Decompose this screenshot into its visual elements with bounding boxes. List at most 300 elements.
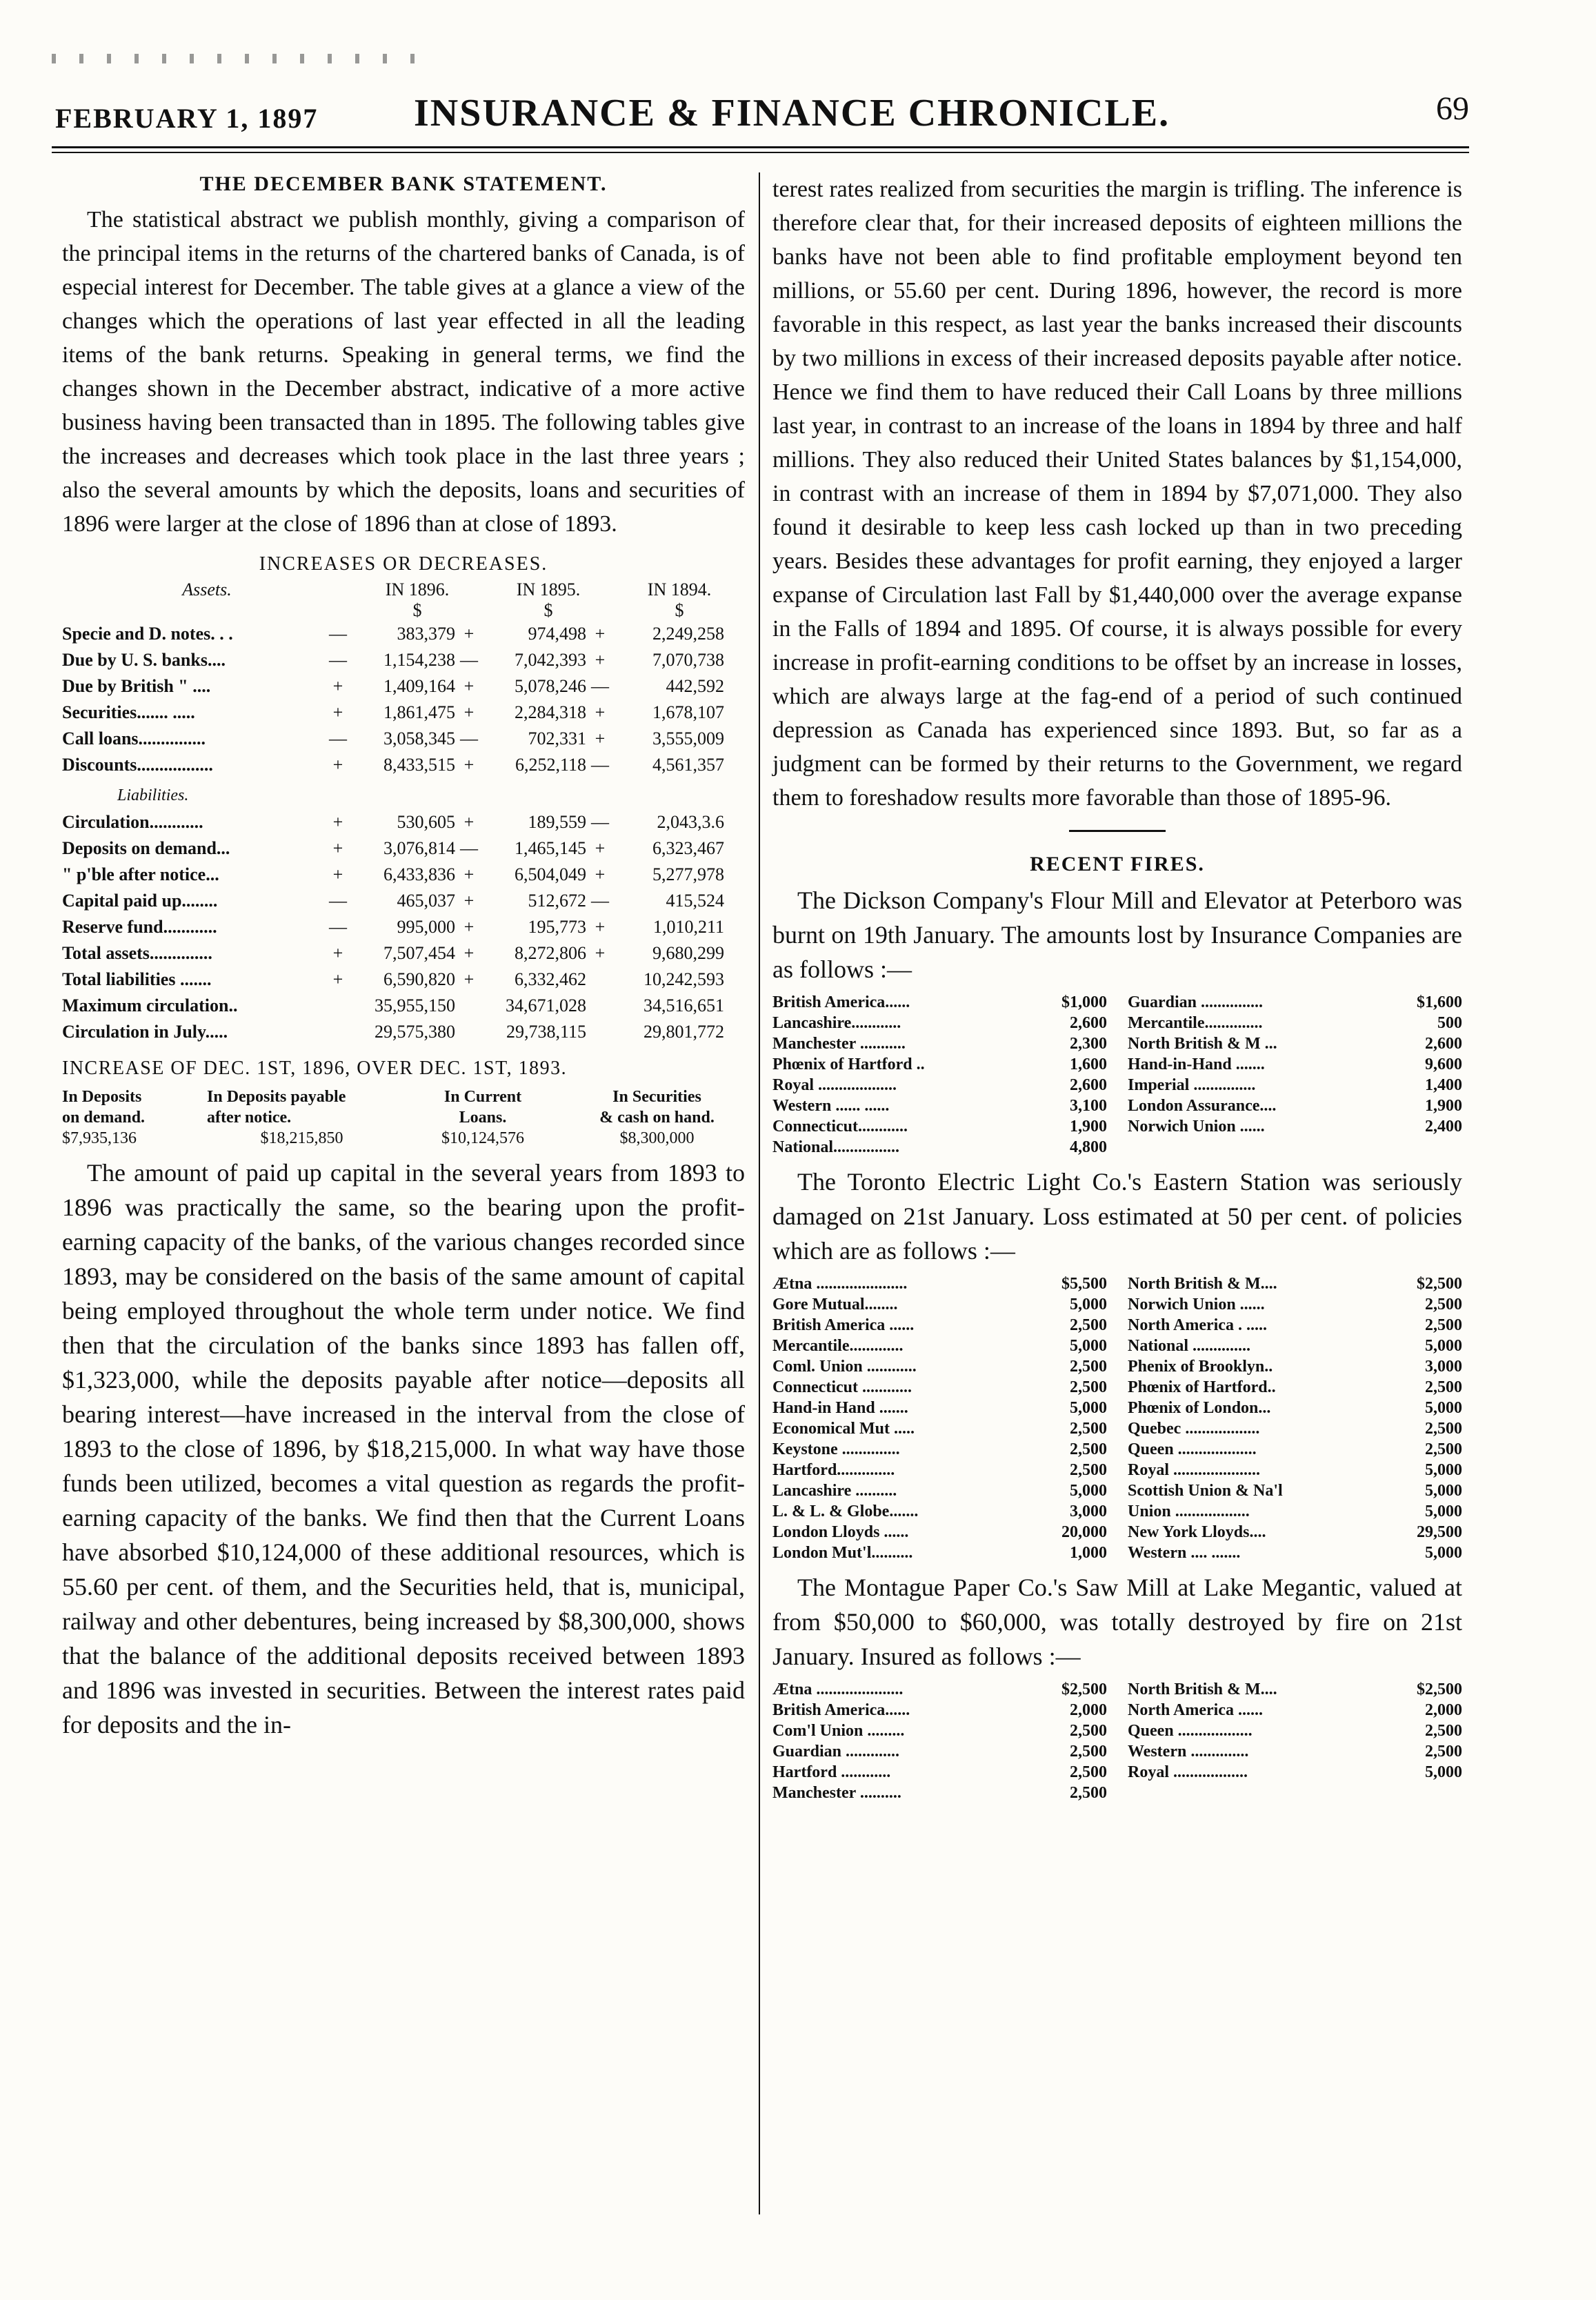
insurer-entry bbox=[772, 1033, 1107, 1054]
insurer-entry bbox=[772, 1273, 1107, 1294]
insurer-entry bbox=[1128, 1700, 1462, 1721]
table-row bbox=[62, 673, 745, 700]
value-1894: 2,043,3.6 bbox=[657, 812, 724, 832]
increases-table-title: INCREASES OR DECREASES. bbox=[259, 553, 548, 575]
loss-amount: $1,600 bbox=[1417, 993, 1462, 1011]
loss-amount: 5,000 bbox=[1070, 1482, 1107, 1500]
loss-amount: $2,500 bbox=[1417, 1275, 1462, 1293]
table-row bbox=[62, 966, 745, 993]
value-1896: 530,605 bbox=[397, 812, 455, 832]
insurer-name: Lancashire .......... bbox=[772, 1482, 897, 1500]
insurer-name: Norwich Union ...... bbox=[1128, 1296, 1265, 1313]
loss-amount: 9,600 bbox=[1425, 1055, 1462, 1073]
insurer-name: Ætna ...................... bbox=[772, 1275, 908, 1293]
value-1896: 6,433,836 bbox=[383, 864, 455, 884]
insurer-entry bbox=[1128, 1096, 1462, 1116]
issue-date: FEBRUARY 1, 1897 bbox=[55, 103, 319, 134]
table-row bbox=[62, 993, 745, 1019]
insurer-entry bbox=[772, 1721, 1107, 1741]
value-1894: 4,561,357 bbox=[652, 755, 724, 775]
insurer-entry bbox=[1128, 1315, 1462, 1336]
loss-amount: 29,500 bbox=[1417, 1523, 1462, 1541]
insurer-name: National .............. bbox=[1128, 1337, 1251, 1355]
insurer-name: Hand-in Hand ....... bbox=[772, 1399, 908, 1417]
row-label: Securities....... ..... bbox=[62, 702, 195, 722]
insurer-name: Queen .................. bbox=[1128, 1722, 1253, 1740]
table-row bbox=[62, 862, 745, 888]
insurer-name: Phœnix of London... bbox=[1128, 1399, 1271, 1417]
scan-artifact-marks bbox=[52, 54, 438, 63]
insurer-name: Phœnix of Hartford.. bbox=[1128, 1378, 1276, 1396]
row-sign: — bbox=[591, 676, 609, 696]
value-1895: 7,042,393 bbox=[515, 650, 586, 670]
loss-amount: 2,500 bbox=[1070, 1316, 1107, 1334]
loss-amount: 3,000 bbox=[1425, 1358, 1462, 1376]
insurer-name: Com'l Union ......... bbox=[772, 1722, 905, 1740]
insurer-name: Hand-in-Hand ....... bbox=[1128, 1055, 1265, 1073]
row-label: Circulation............ bbox=[62, 812, 203, 832]
insurer-name: Queen ................... bbox=[1128, 1440, 1257, 1458]
value-1896: 29,575,380 bbox=[375, 1022, 455, 1042]
col-header-1895: IN 1895. bbox=[516, 579, 581, 599]
loss-amount: 3,000 bbox=[1070, 1503, 1107, 1520]
row-sign: — bbox=[329, 891, 347, 911]
row-sign: + bbox=[595, 917, 606, 937]
row-sign: + bbox=[463, 969, 475, 989]
row-label: Maximum circulation.. bbox=[62, 995, 238, 1015]
insurer-name: Manchester .......... bbox=[772, 1784, 901, 1802]
increases-table-header bbox=[62, 579, 745, 600]
row-sign: — bbox=[329, 624, 347, 644]
row-sign: + bbox=[332, 702, 343, 722]
insurer-name: Scottish Union & Na'l bbox=[1128, 1482, 1283, 1500]
loss-amount: 1,900 bbox=[1425, 1097, 1462, 1115]
insurer-name: Connecticut............ bbox=[772, 1118, 908, 1136]
insurer-entry bbox=[1128, 1075, 1462, 1096]
increase-header: In Deposits payable after notice. bbox=[207, 1088, 346, 1127]
value-1895: 8,272,806 bbox=[515, 943, 586, 963]
loss-amount: 5,000 bbox=[1425, 1399, 1462, 1417]
loss-amount: 5,000 bbox=[1070, 1296, 1107, 1313]
value-1896: 8,433,515 bbox=[383, 755, 455, 775]
increase-value: $8,300,000 bbox=[619, 1129, 695, 1147]
loss-amount: 3,100 bbox=[1070, 1097, 1107, 1115]
fire-montague-list bbox=[772, 1679, 1462, 1803]
value-1895: 29,738,115 bbox=[506, 1022, 586, 1042]
row-sign: — bbox=[591, 891, 609, 911]
row-sign: + bbox=[595, 864, 606, 884]
insurer-entry bbox=[772, 1522, 1107, 1543]
left-column bbox=[62, 172, 745, 1742]
bank-statement-body-left: The amount of paid up capital in the several years from 1893 to 1896 was practically the same, so the bearing upon the profit-earning capacity of the banks, of the various changes recorded since 1893, may be considered on the basis of the same amount of capital being employed throughout the whole term under notice. We find then that the circulation of the banks since 1893 has fallen off, $1,323,000, while the deposits payable after notice—deposits all bearing interest—have increased in the interval from the close of 1893 to the close of 1896, by $18,215,000. In what way have those funds been utilized, becomes a vital question as regards the profit-earning capacity of the banks. We find then that the Current Loans have absorbed $10,124,000 of these additional resources, which is 55.60 per cent. of them, and the Securities held, that is, municipal, railway and other debentures, being increased by $8,300,000, shows that the balance of the additional deposits received between 1893 and 1896 was invested in securities. Between the interest rates paid for deposits and the in- bbox=[62, 1159, 745, 1738]
insurer-entry bbox=[1128, 1054, 1462, 1075]
insurer-entry bbox=[1128, 1679, 1462, 1700]
insurer-entry bbox=[772, 1418, 1107, 1439]
col-header-1896: IN 1896. bbox=[385, 579, 450, 599]
value-1894: 1,010,211 bbox=[652, 917, 724, 937]
insurer-entry bbox=[772, 1116, 1107, 1137]
column-divider bbox=[759, 172, 760, 2214]
value-1894: 9,680,299 bbox=[652, 943, 724, 963]
loss-amount: $2,500 bbox=[1417, 1681, 1462, 1698]
loss-amount: 5,000 bbox=[1070, 1399, 1107, 1417]
row-sign: + bbox=[463, 891, 475, 911]
right-column bbox=[772, 172, 1462, 1810]
increase-value: $18,215,850 bbox=[260, 1129, 343, 1147]
value-1894: 3,555,009 bbox=[652, 728, 724, 749]
insurer-name: Guardian ............. bbox=[772, 1743, 900, 1761]
table-row bbox=[62, 1019, 745, 1045]
row-label: Due by U. S. banks.... bbox=[62, 650, 226, 670]
insurer-entry bbox=[1128, 992, 1462, 1013]
value-1894: 10,242,593 bbox=[644, 969, 724, 989]
insurer-entry bbox=[772, 1543, 1107, 1563]
fire-list-left bbox=[772, 992, 1107, 1158]
row-sign: + bbox=[332, 864, 343, 884]
loss-amount: 2,500 bbox=[1425, 1420, 1462, 1438]
insurer-name: Royal ..................... bbox=[1128, 1461, 1260, 1479]
loss-amount: 2,500 bbox=[1070, 1722, 1107, 1740]
fire-toronto-text: The Toronto Electric Light Co.'s Eastern Station was seriously damaged on 21st January. Loss estimated at 50 per cent. of policies which are as follows :— bbox=[772, 1168, 1462, 1265]
loss-amount: 4,800 bbox=[1070, 1138, 1107, 1156]
insurer-name: Western .... ....... bbox=[1128, 1544, 1241, 1562]
table-row bbox=[62, 752, 745, 778]
insurer-entry bbox=[772, 1439, 1107, 1460]
value-1896: 35,955,150 bbox=[375, 995, 455, 1015]
loss-amount: 500 bbox=[1437, 1014, 1462, 1032]
increase-table-title: INCREASE OF DEC. 1ST, 1896, OVER DEC. 1ST, 1893. bbox=[62, 1058, 568, 1079]
insurer-entry bbox=[772, 1783, 1107, 1803]
value-1895: 6,504,049 bbox=[515, 864, 586, 884]
value-1894: 29,801,772 bbox=[644, 1022, 724, 1042]
insurer-entry bbox=[1128, 1033, 1462, 1054]
insurer-name: Coml. Union ............ bbox=[772, 1358, 917, 1376]
insurer-name: British America ...... bbox=[772, 1316, 915, 1334]
row-sign bbox=[324, 993, 352, 1019]
insurer-entry bbox=[772, 1137, 1107, 1158]
row-sign: + bbox=[595, 838, 606, 858]
value-1894: 442,592 bbox=[666, 676, 724, 696]
insurer-entry bbox=[772, 992, 1107, 1013]
loss-amount: 2,500 bbox=[1070, 1461, 1107, 1479]
table-row bbox=[62, 914, 745, 940]
loss-amount: 2,500 bbox=[1425, 1440, 1462, 1458]
row-label: Due by British " .... bbox=[62, 676, 211, 696]
fire-list-right bbox=[1128, 1679, 1462, 1803]
insurer-name: Phœnix of Hartford .. bbox=[772, 1055, 925, 1073]
loss-amount: 2,500 bbox=[1425, 1743, 1462, 1761]
loss-amount: $5,500 bbox=[1061, 1275, 1107, 1293]
value-1894: 34,516,651 bbox=[644, 995, 724, 1015]
insurer-entry bbox=[1128, 1336, 1462, 1356]
assets-label: Assets. bbox=[182, 579, 232, 599]
insurer-name: North British & M ... bbox=[1128, 1035, 1277, 1053]
insurer-name: Mercantile............. bbox=[772, 1337, 904, 1355]
insurer-entry bbox=[772, 1294, 1107, 1315]
value-1894: 6,323,467 bbox=[652, 838, 724, 858]
loss-amount: 20,000 bbox=[1061, 1523, 1107, 1541]
value-1896: 3,058,345 bbox=[383, 728, 455, 749]
row-label: Circulation in July..... bbox=[62, 1022, 228, 1042]
liabilities-rows bbox=[62, 809, 745, 1045]
publication-title: INSURANCE & FINANCE CHRONICLE. bbox=[414, 92, 1170, 135]
insurer-name: North British & M.... bbox=[1128, 1681, 1277, 1698]
insurer-entry bbox=[1128, 1273, 1462, 1294]
insurer-name: Mercantile.............. bbox=[1128, 1014, 1263, 1032]
row-sign: — bbox=[460, 838, 478, 858]
row-sign: + bbox=[463, 864, 475, 884]
insurer-name: London Assurance.... bbox=[1128, 1097, 1277, 1115]
row-sign: + bbox=[332, 676, 343, 696]
loss-amount: 2,300 bbox=[1070, 1035, 1107, 1053]
insurer-name: Norwich Union ...... bbox=[1128, 1118, 1265, 1136]
insurer-entry bbox=[1128, 1418, 1462, 1439]
value-1895: 2,284,318 bbox=[515, 702, 586, 722]
row-sign: — bbox=[460, 650, 478, 670]
row-sign: + bbox=[332, 755, 343, 775]
insurer-name: Ætna ..................... bbox=[772, 1681, 904, 1698]
loss-amount: 1,400 bbox=[1425, 1076, 1462, 1094]
row-sign bbox=[586, 1019, 614, 1045]
insurer-entry bbox=[1128, 1522, 1462, 1543]
row-sign bbox=[586, 993, 614, 1019]
value-1894: 1,678,107 bbox=[652, 702, 724, 722]
insurer-name: Guardian ............... bbox=[1128, 993, 1264, 1011]
loss-amount: 5,000 bbox=[1425, 1337, 1462, 1355]
insurer-entry bbox=[772, 1460, 1107, 1480]
row-sign: + bbox=[463, 812, 475, 832]
row-sign: + bbox=[463, 755, 475, 775]
value-1894: 2,249,258 bbox=[652, 624, 724, 644]
row-label: Specie and D. notes. . . bbox=[62, 624, 233, 644]
insurer-name: National................ bbox=[772, 1138, 900, 1156]
loss-amount: 2,500 bbox=[1425, 1316, 1462, 1334]
header-rule-double bbox=[52, 152, 1469, 153]
value-1895: 189,559 bbox=[528, 812, 586, 832]
loss-amount: 2,500 bbox=[1070, 1763, 1107, 1781]
insurer-entry bbox=[772, 1679, 1107, 1700]
insurer-entry bbox=[1128, 1543, 1462, 1563]
row-sign: + bbox=[463, 624, 475, 644]
insurer-entry bbox=[772, 1013, 1107, 1033]
bank-statement-body-right: terest rates realized from securities the margin is trifling. The inference is therefore clear that, for their increased deposits of eighteen millions the banks have not been able to find profitable employment beyond ten millions, or 55.60 per cent. During 1896, however, the record is more favorable in this respect, as last year the banks increased their discounts by two millions in excess of their increased deposits payable after notice. Hence we find them to have reduced their Call Loans by three millions last year, in contrast to an increase of the loans in 1894 by three and half millions. They also reduced their United States balances by $1,154,000, in contrast with an increase of them in 1894 by $7,071,000. They also found it desirable to keep less cash locked up than in two preceding years. Besides these advantages for profit earning, they enjoyed a larger expanse of Circulation last Fall by $1,440,000 over the average expanse in the Falls of 1894 and 1895. Of course, it is always possible for every increase in profit-earning conditions to be offset by an increase in losses, which are always large at the fag-end of a period of such continued depression as Canada has experienced since 1893. But, so far as a judgment can be formed by their returns to the Government, we regard them to foreshadow results more favorable than those of 1895-96. bbox=[772, 177, 1462, 811]
fire-list-left bbox=[772, 1679, 1107, 1803]
loss-amount: $1,000 bbox=[1061, 993, 1107, 1011]
value-1895: 195,773 bbox=[528, 917, 586, 937]
value-1895: 5,078,246 bbox=[515, 676, 586, 696]
loss-amount: 2,600 bbox=[1425, 1035, 1462, 1053]
insurer-name: Western .............. bbox=[1128, 1743, 1249, 1761]
insurer-name: Connecticut ............ bbox=[772, 1378, 912, 1396]
insurer-entry bbox=[772, 1398, 1107, 1418]
insurer-entry bbox=[772, 1501, 1107, 1522]
loss-amount: 2,500 bbox=[1070, 1378, 1107, 1396]
increase-header: In Securities & cash on hand. bbox=[599, 1088, 715, 1127]
loss-amount: 5,000 bbox=[1425, 1544, 1462, 1562]
currency-row bbox=[62, 600, 745, 621]
fire-list-right bbox=[1128, 1273, 1462, 1563]
value-1895: 6,332,462 bbox=[515, 969, 586, 989]
value-1896: 7,507,454 bbox=[383, 943, 455, 963]
loss-amount: 1,600 bbox=[1070, 1055, 1107, 1073]
insurer-entry bbox=[772, 1480, 1107, 1501]
insurer-name: Royal .................. bbox=[1128, 1763, 1248, 1781]
liabilities-label: Liabilities. bbox=[117, 786, 189, 804]
table-row bbox=[62, 726, 745, 752]
loss-amount: 5,000 bbox=[1425, 1503, 1462, 1520]
page-number: 69 bbox=[1436, 90, 1469, 127]
insurer-name: Hartford.............. bbox=[772, 1461, 895, 1479]
increase-table bbox=[62, 1087, 745, 1149]
loss-amount: 1,000 bbox=[1070, 1544, 1107, 1562]
row-sign: + bbox=[463, 702, 475, 722]
insurer-name: Gore Mutual........ bbox=[772, 1296, 898, 1313]
row-sign: — bbox=[460, 728, 478, 749]
currency-sign: $ bbox=[412, 600, 422, 620]
insurer-entry bbox=[772, 1075, 1107, 1096]
insurer-entry bbox=[1128, 1501, 1462, 1522]
row-sign: + bbox=[332, 838, 343, 858]
insurer-entry bbox=[1128, 1377, 1462, 1398]
insurer-entry bbox=[1128, 1762, 1462, 1783]
loss-amount: $2,500 bbox=[1061, 1681, 1107, 1698]
loss-amount: 5,000 bbox=[1070, 1337, 1107, 1355]
insurer-entry bbox=[772, 1336, 1107, 1356]
insurer-name: Royal ................... bbox=[772, 1076, 897, 1094]
row-label: " p'ble after notice... bbox=[62, 864, 219, 884]
fire-list-right bbox=[1128, 992, 1462, 1158]
header-rule bbox=[52, 146, 1469, 148]
insurer-name: Manchester ........... bbox=[772, 1035, 906, 1053]
row-sign: + bbox=[595, 650, 606, 670]
insurer-name: Economical Mut ..... bbox=[772, 1420, 915, 1438]
increase-value: $7,935,136 bbox=[62, 1129, 137, 1147]
article-title-recent-fires: RECENT FIRES. bbox=[1030, 853, 1205, 875]
table-row bbox=[62, 647, 745, 673]
value-1894: 415,524 bbox=[666, 891, 724, 911]
row-sign: + bbox=[595, 943, 606, 963]
insurer-name: British America...... bbox=[772, 1701, 910, 1719]
row-sign bbox=[455, 1019, 483, 1045]
insurer-entry bbox=[772, 1377, 1107, 1398]
fire-list-left bbox=[772, 1273, 1107, 1563]
table-row bbox=[62, 700, 745, 726]
insurer-name: L. & L. & Globe....... bbox=[772, 1503, 919, 1520]
value-1895: 34,671,028 bbox=[506, 995, 586, 1015]
insurer-name: Lancashire............ bbox=[772, 1014, 901, 1032]
insurer-name: Union .................. bbox=[1128, 1503, 1250, 1520]
insurer-entry bbox=[1128, 1460, 1462, 1480]
insurer-entry bbox=[1128, 1116, 1462, 1137]
table-row bbox=[62, 940, 745, 966]
insurer-entry bbox=[772, 1096, 1107, 1116]
loss-amount: 2,400 bbox=[1425, 1118, 1462, 1136]
insurer-entry bbox=[772, 1741, 1107, 1762]
loss-amount: 2,500 bbox=[1070, 1784, 1107, 1802]
insurer-entry bbox=[772, 1054, 1107, 1075]
table-row bbox=[62, 809, 745, 835]
insurer-entry bbox=[1128, 1480, 1462, 1501]
insurer-entry bbox=[772, 1700, 1107, 1721]
loss-amount: 2,600 bbox=[1070, 1076, 1107, 1094]
insurer-name: North British & M.... bbox=[1128, 1275, 1277, 1293]
row-sign bbox=[455, 993, 483, 1019]
row-sign: + bbox=[595, 624, 606, 644]
insurer-entry bbox=[1128, 1741, 1462, 1762]
value-1896: 1,154,238 bbox=[383, 650, 455, 670]
fire-dickson-text: The Dickson Company's Flour Mill and Elevator at Peterboro was burnt on 19th January. The amounts lost by Insurance Companies are as follows :— bbox=[772, 886, 1462, 983]
loss-amount: 2,600 bbox=[1070, 1014, 1107, 1032]
row-label: Discounts................. bbox=[62, 755, 213, 775]
currency-sign: $ bbox=[543, 600, 553, 620]
loss-amount: 2,500 bbox=[1425, 1722, 1462, 1740]
article-title-bank-statement: THE DECEMBER BANK STATEMENT. bbox=[199, 172, 608, 195]
assets-rows bbox=[62, 621, 745, 778]
row-sign: + bbox=[332, 969, 343, 989]
insurer-name: London Mut'l.......... bbox=[772, 1544, 913, 1562]
loss-amount: 5,000 bbox=[1425, 1763, 1462, 1781]
row-label: Reserve fund............ bbox=[62, 917, 217, 937]
value-1896: 1,409,164 bbox=[383, 676, 455, 696]
row-sign: + bbox=[463, 943, 475, 963]
row-label: Deposits on demand... bbox=[62, 838, 230, 858]
insurer-name: London Lloyds ...... bbox=[772, 1523, 909, 1541]
value-1895: 702,331 bbox=[528, 728, 586, 749]
loss-amount: 2,000 bbox=[1070, 1701, 1107, 1719]
row-label: Call loans............... bbox=[62, 728, 206, 749]
row-sign: + bbox=[595, 728, 606, 749]
row-sign: + bbox=[332, 943, 343, 963]
value-1895: 974,498 bbox=[528, 624, 586, 644]
value-1896: 6,590,820 bbox=[383, 969, 455, 989]
insurer-name: North America . ..... bbox=[1128, 1316, 1267, 1334]
increase-header: In Current Loans. bbox=[443, 1088, 522, 1127]
insurer-entry bbox=[772, 1315, 1107, 1336]
value-1895: 512,672 bbox=[528, 891, 586, 911]
insurer-entry bbox=[1128, 1356, 1462, 1377]
table-row bbox=[62, 835, 745, 862]
row-label: Total assets.............. bbox=[62, 943, 212, 963]
loss-amount: 5,000 bbox=[1425, 1461, 1462, 1479]
loss-amount: 2,500 bbox=[1425, 1378, 1462, 1396]
row-sign: + bbox=[595, 702, 606, 722]
insurer-entry bbox=[1128, 1398, 1462, 1418]
value-1896: 995,000 bbox=[397, 917, 455, 937]
fire-toronto-list bbox=[772, 1273, 1462, 1563]
insurer-entry bbox=[1128, 1439, 1462, 1460]
value-1896: 383,379 bbox=[397, 624, 455, 644]
value-1895: 6,252,118 bbox=[515, 755, 586, 775]
insurer-entry bbox=[772, 1762, 1107, 1783]
row-sign: — bbox=[591, 755, 609, 775]
row-sign: — bbox=[329, 917, 347, 937]
currency-sign: $ bbox=[675, 600, 684, 620]
row-label: Capital paid up........ bbox=[62, 891, 218, 911]
increase-header: In Deposits on demand. bbox=[62, 1088, 146, 1127]
row-label: Total liabilities ....... bbox=[62, 969, 212, 989]
table-row bbox=[62, 888, 745, 914]
loss-amount: 2,500 bbox=[1070, 1420, 1107, 1438]
insurer-entry bbox=[1128, 1721, 1462, 1741]
insurer-name: Keystone .............. bbox=[772, 1440, 900, 1458]
insurer-name: Western ...... ...... bbox=[772, 1097, 890, 1115]
table-row bbox=[62, 621, 745, 647]
col-header-1894: IN 1894. bbox=[647, 579, 712, 599]
insurer-name: Quebec .................. bbox=[1128, 1420, 1260, 1438]
insurer-entry bbox=[772, 1356, 1107, 1377]
row-sign: + bbox=[463, 676, 475, 696]
value-1894: 7,070,738 bbox=[652, 650, 724, 670]
